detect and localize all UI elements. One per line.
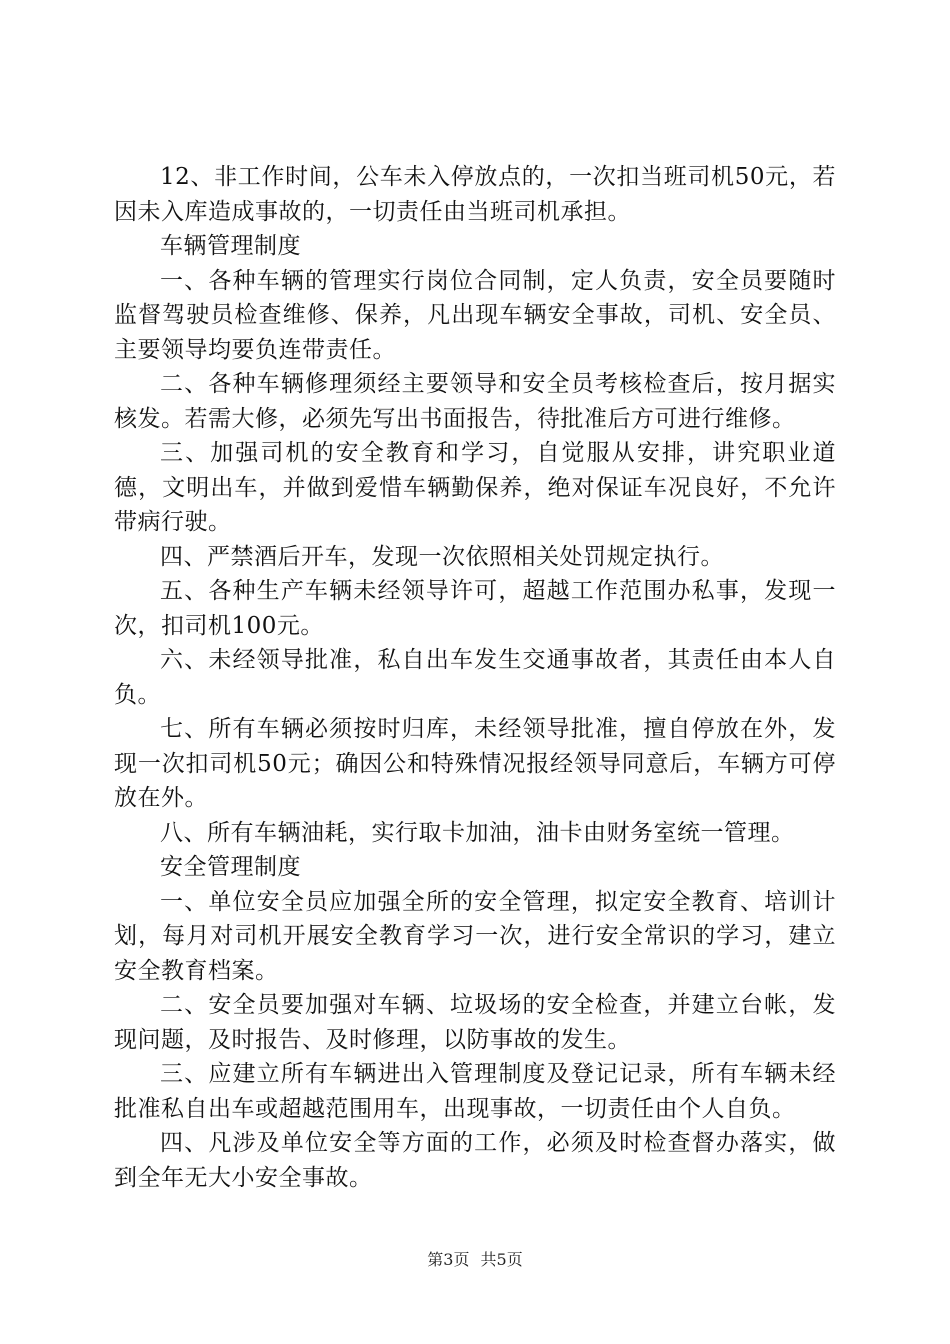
document-body — [114, 160, 836, 1195]
paragraph-safety-2: 二、安全员要加强对车辆、垃圾场的安全检查，并建立台帐，发现问题，及时报告、及时修理，以防事故的发生。 — [114, 992, 836, 1053]
paragraph-vehicle-5: 五、各种生产车辆未经领导许可，超越工作范围办私事，发现一次，扣司机100元。 — [114, 578, 836, 639]
paragraph-vehicle-8: 八、所有车辆油耗，实行取卡加油，油卡由财务室统一管理。 — [160, 819, 795, 846]
paragraph-vehicle-1: 一、各种车辆的管理实行岗位合同制，定人负责，安全员要随时监督驾驶员检查维修、保养，凡出现车辆安全事故，司机、安全员、主要领导均要负连带责任。 — [114, 267, 836, 363]
page-footer — [0, 1250, 950, 1270]
page-total: 共5页 — [480, 1250, 523, 1269]
paragraph-safety-1: 一、单位安全员应加强全所的安全管理，拟定安全教育、培训计划，每月对司机开展安全教育学习一次，进行安全常识的学习，建立安全教育档案。 — [114, 888, 836, 984]
paragraph-vehicle-6: 六、未经领导批准，私自出车发生交通事故者，其责任由本人自负。 — [114, 647, 836, 708]
section-heading-vehicle-management: 车辆管理制度 — [160, 233, 301, 259]
section-heading-safety-management: 安全管理制度 — [160, 854, 301, 880]
page-number: 第3页 — [427, 1250, 470, 1269]
paragraph-vehicle-4: 四、严禁酒后开车，发现一次依照相关处罚规定执行。 — [160, 543, 724, 570]
paragraph-vehicle-2: 二、各种车辆修理须经主要领导和安全员考核检查后，按月据实核发。若需大修，必须先写出书面报告，待批准后方可进行维修。 — [114, 371, 836, 432]
paragraph-item-12: 12、非工作时间，公车未入停放点的，一次扣当班司机50元，若因未入库造成事故的，一切责任由当班司机承担。 — [114, 164, 836, 225]
paragraph-vehicle-7: 七、所有车辆必须按时归库，未经领导批准，擅自停放在外，发现一次扣司机50元；确因公和特殊情况报经领导同意后，车辆方可停放在外。 — [114, 716, 836, 811]
paragraph-vehicle-3: 三、加强司机的安全教育和学习，自觉服从安排，讲究职业道德，文明出车，并做到爱惜车辆勤保养，绝对保证车况良好，不允许带病行驶。 — [114, 440, 836, 535]
paragraph-safety-3: 三、应建立所有车辆进出入管理制度及登记记录，所有车辆未经批准私自出车或超越范围用车，出现事故，一切责任由个人自负。 — [114, 1061, 836, 1122]
paragraph-safety-4: 四、凡涉及单位安全等方面的工作，必须及时检查督办落实，做到全年无大小安全事故。 — [114, 1130, 836, 1191]
